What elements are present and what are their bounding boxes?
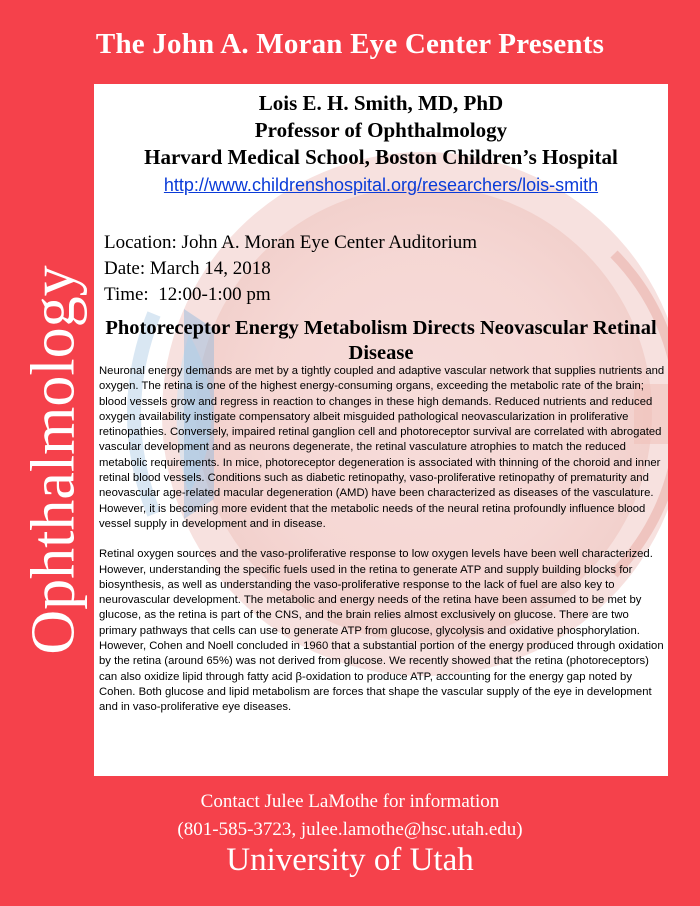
event-date: Date: March 14, 2018 [104,258,271,279]
sidebar-label-text: Ophthalmology [19,265,88,655]
abstract-paragraph-2: Retinal oxygen sources and the vaso-proliferative response to low oxygen levels have been well characterized. However, understanding the specific fuels used in the retina to generate ATP and supply building blocks for biosynthesis, as well as understanding the vaso-proliferative response to the lack of fuel are also key to neurovascular development. The metabolic and energy needs of the retina have been assumed to be met by glucose, as the retina is part of the CNS, and the brain relies almost exclusively on glucose. There are two primary pathways that cells can use to generate ATP from glucose, glycolysis and oxidative phosphorylation. However, Cohen and Noell concluded in 1960 that a substantial portion of the energy produced through oxidation by the retina (around 65%) was not derived from glucose. We recently showed that the retina (photoreceptors) can also oxidize lipid through fatty acid β-oxidation to produce ATP, accounting for the energy gap noted by Cohen. Both glucose and lipid metabolism are forces that shape the vascular supply of the eye in development and in vaso-proliferative eye diseases. [99,548,664,714]
abstract-paragraph-1: Neuronal energy demands are met by a tightly coupled and adaptive vascular network that supplies nutrients and oxygen. The retina is one of the highest energy-consuming organs, exceeding the metabolic rate of the brain; blood vessels grow and regress in reaction to changes in these high demands. Reduced nutrients and reduced oxygen availability instigate compensatory albeit misguided pathological neovascularization in proliferative retinopathies. Conversely, impaired retinal ganglion cell and photoreceptor survival are correlated with abrogated vascular development and as neurons degenerate, the retinal vasculature atrophies to match the reduced metabolic requirements. In mice, photoreceptor degeneration is associated with thinning of the choroid and inner retinal blood vessels. Conditions such as diabetic retinopathy, vaso-proliferative retinopathy of prematurity and neovascular age-related macular degeneration (AMD) have been characterized as diseases of the vasculature. However, it is becoming more evident that the metabolic needs of the neural retina profoundly influence blood vessel supply in development and in disease. [99,365,665,530]
speaker-block [94,90,668,199]
speaker-position: Professor of Ophthalmology [254,118,508,142]
speaker-profile-link[interactable]: http://www.childrenshospital.org/researchers/lois-smith [163,175,599,195]
talk-title: Photoreceptor Energy Metabolism Directs Neovascular Retinal Disease [105,317,657,364]
contact-info [0,788,700,844]
speaker-name: Lois E. H. Smith, MD, PhD [258,91,504,115]
contact-line-2: (801-585-3723, julee.lamothe@hsc.utah.edu) [177,819,523,840]
talk-abstract [99,364,665,731]
event-details [104,230,477,308]
event-location: Location: John A. Moran Eye Center Auditorium [104,232,478,253]
footer-institution: University of Utah [226,842,474,878]
poster-header: The John A. Moran Eye Center Presents [95,28,605,60]
sidebar-vertical-label [19,200,88,720]
speaker-institution: Harvard Medical School, Boston Children’s Hospital [144,145,618,169]
contact-line-1: Contact Julee LaMothe for information [200,791,500,812]
content-card [94,84,668,776]
event-time: Time: 12:00-1:00 pm [104,284,271,305]
